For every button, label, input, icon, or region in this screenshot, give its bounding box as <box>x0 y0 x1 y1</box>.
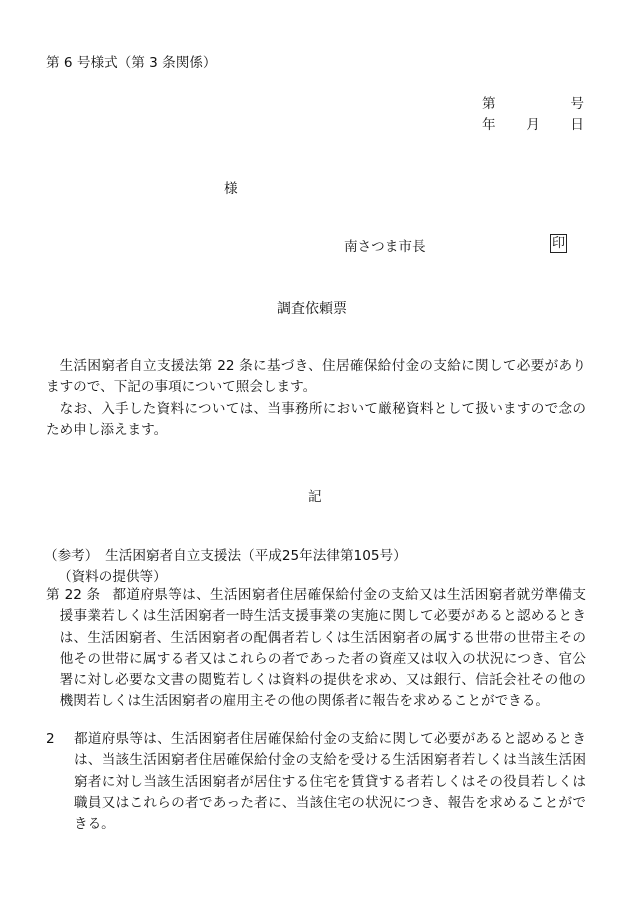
document-number-suffix: 号 <box>570 96 584 112</box>
reference-subtitle: （資料の提供等） <box>58 569 167 585</box>
date-month: 月 <box>526 117 540 133</box>
request-body <box>46 356 586 441</box>
form-number: 第 6 号様式（第 3 条関係） <box>46 55 217 71</box>
article-22 <box>46 585 586 713</box>
document-number <box>482 92 584 112</box>
seal-stamp: 印 <box>552 236 566 251</box>
article-label: 第 22 条 <box>46 587 101 603</box>
date-year: 年 <box>482 117 496 133</box>
body-paragraph: なお、入手した資料については、当事務所において厳秘資料として扱いますので念のため申し添えます。 <box>46 400 586 438</box>
item-text: 都道府県等は、生活困窮者住居確保給付金の支給に関して必要があると認めるときは、当該生活困窮者住居確保給付金の支給を受ける生活困窮者若しくは当該生活困窮者に対し当該生活困窮者が居住する住宅を賃貸する者若しくはその役員若しくは職員又はこれらの者であった者に、当該住宅の状況につき、報告を求めることができる。 <box>74 731 586 833</box>
reference-header: （参考） 生活困窮者自立支援法（平成25年法律第105号） <box>44 548 407 564</box>
recipient-honorific: 様 <box>224 181 238 197</box>
document-date <box>482 113 584 133</box>
document-number-prefix: 第 <box>482 96 496 112</box>
issuer-name: 南さつま市長 <box>344 239 426 255</box>
ki-heading: 記 <box>308 489 322 505</box>
document-title: 調査依頼票 <box>277 301 347 317</box>
article-text: 都道府県等は、生活困窮者住居確保給付金の支給又は生活困窮者就労準備支援事業若しくは生活困窮者一時生活支援事業の実施に関して必要があると認めるときは、生活困窮者、生活困窮者の配偶者若しくは生活困窮者の属する世帯の世帯主その他その世帯に属する者又はこれらの者であった者の資産又は収入の状況につき、官公署に対し必要な文書の閲覧若しくは資料の提供を求め、又は銀行、信託会社その他の機関若しくは生活困窮者の雇用主その他の関係者に報告を求めることができる。 <box>59 587 586 710</box>
date-day: 日 <box>570 117 584 133</box>
article-22-item-2 <box>46 729 586 835</box>
body-paragraph: 生活困窮者自立支援法第 22 条に基づき、住居確保給付金の支給に関して必要がありますので、下記の事項について照会します。 <box>46 358 586 396</box>
item-number: 2 <box>46 731 55 747</box>
article-22-paragraph <box>46 585 586 713</box>
